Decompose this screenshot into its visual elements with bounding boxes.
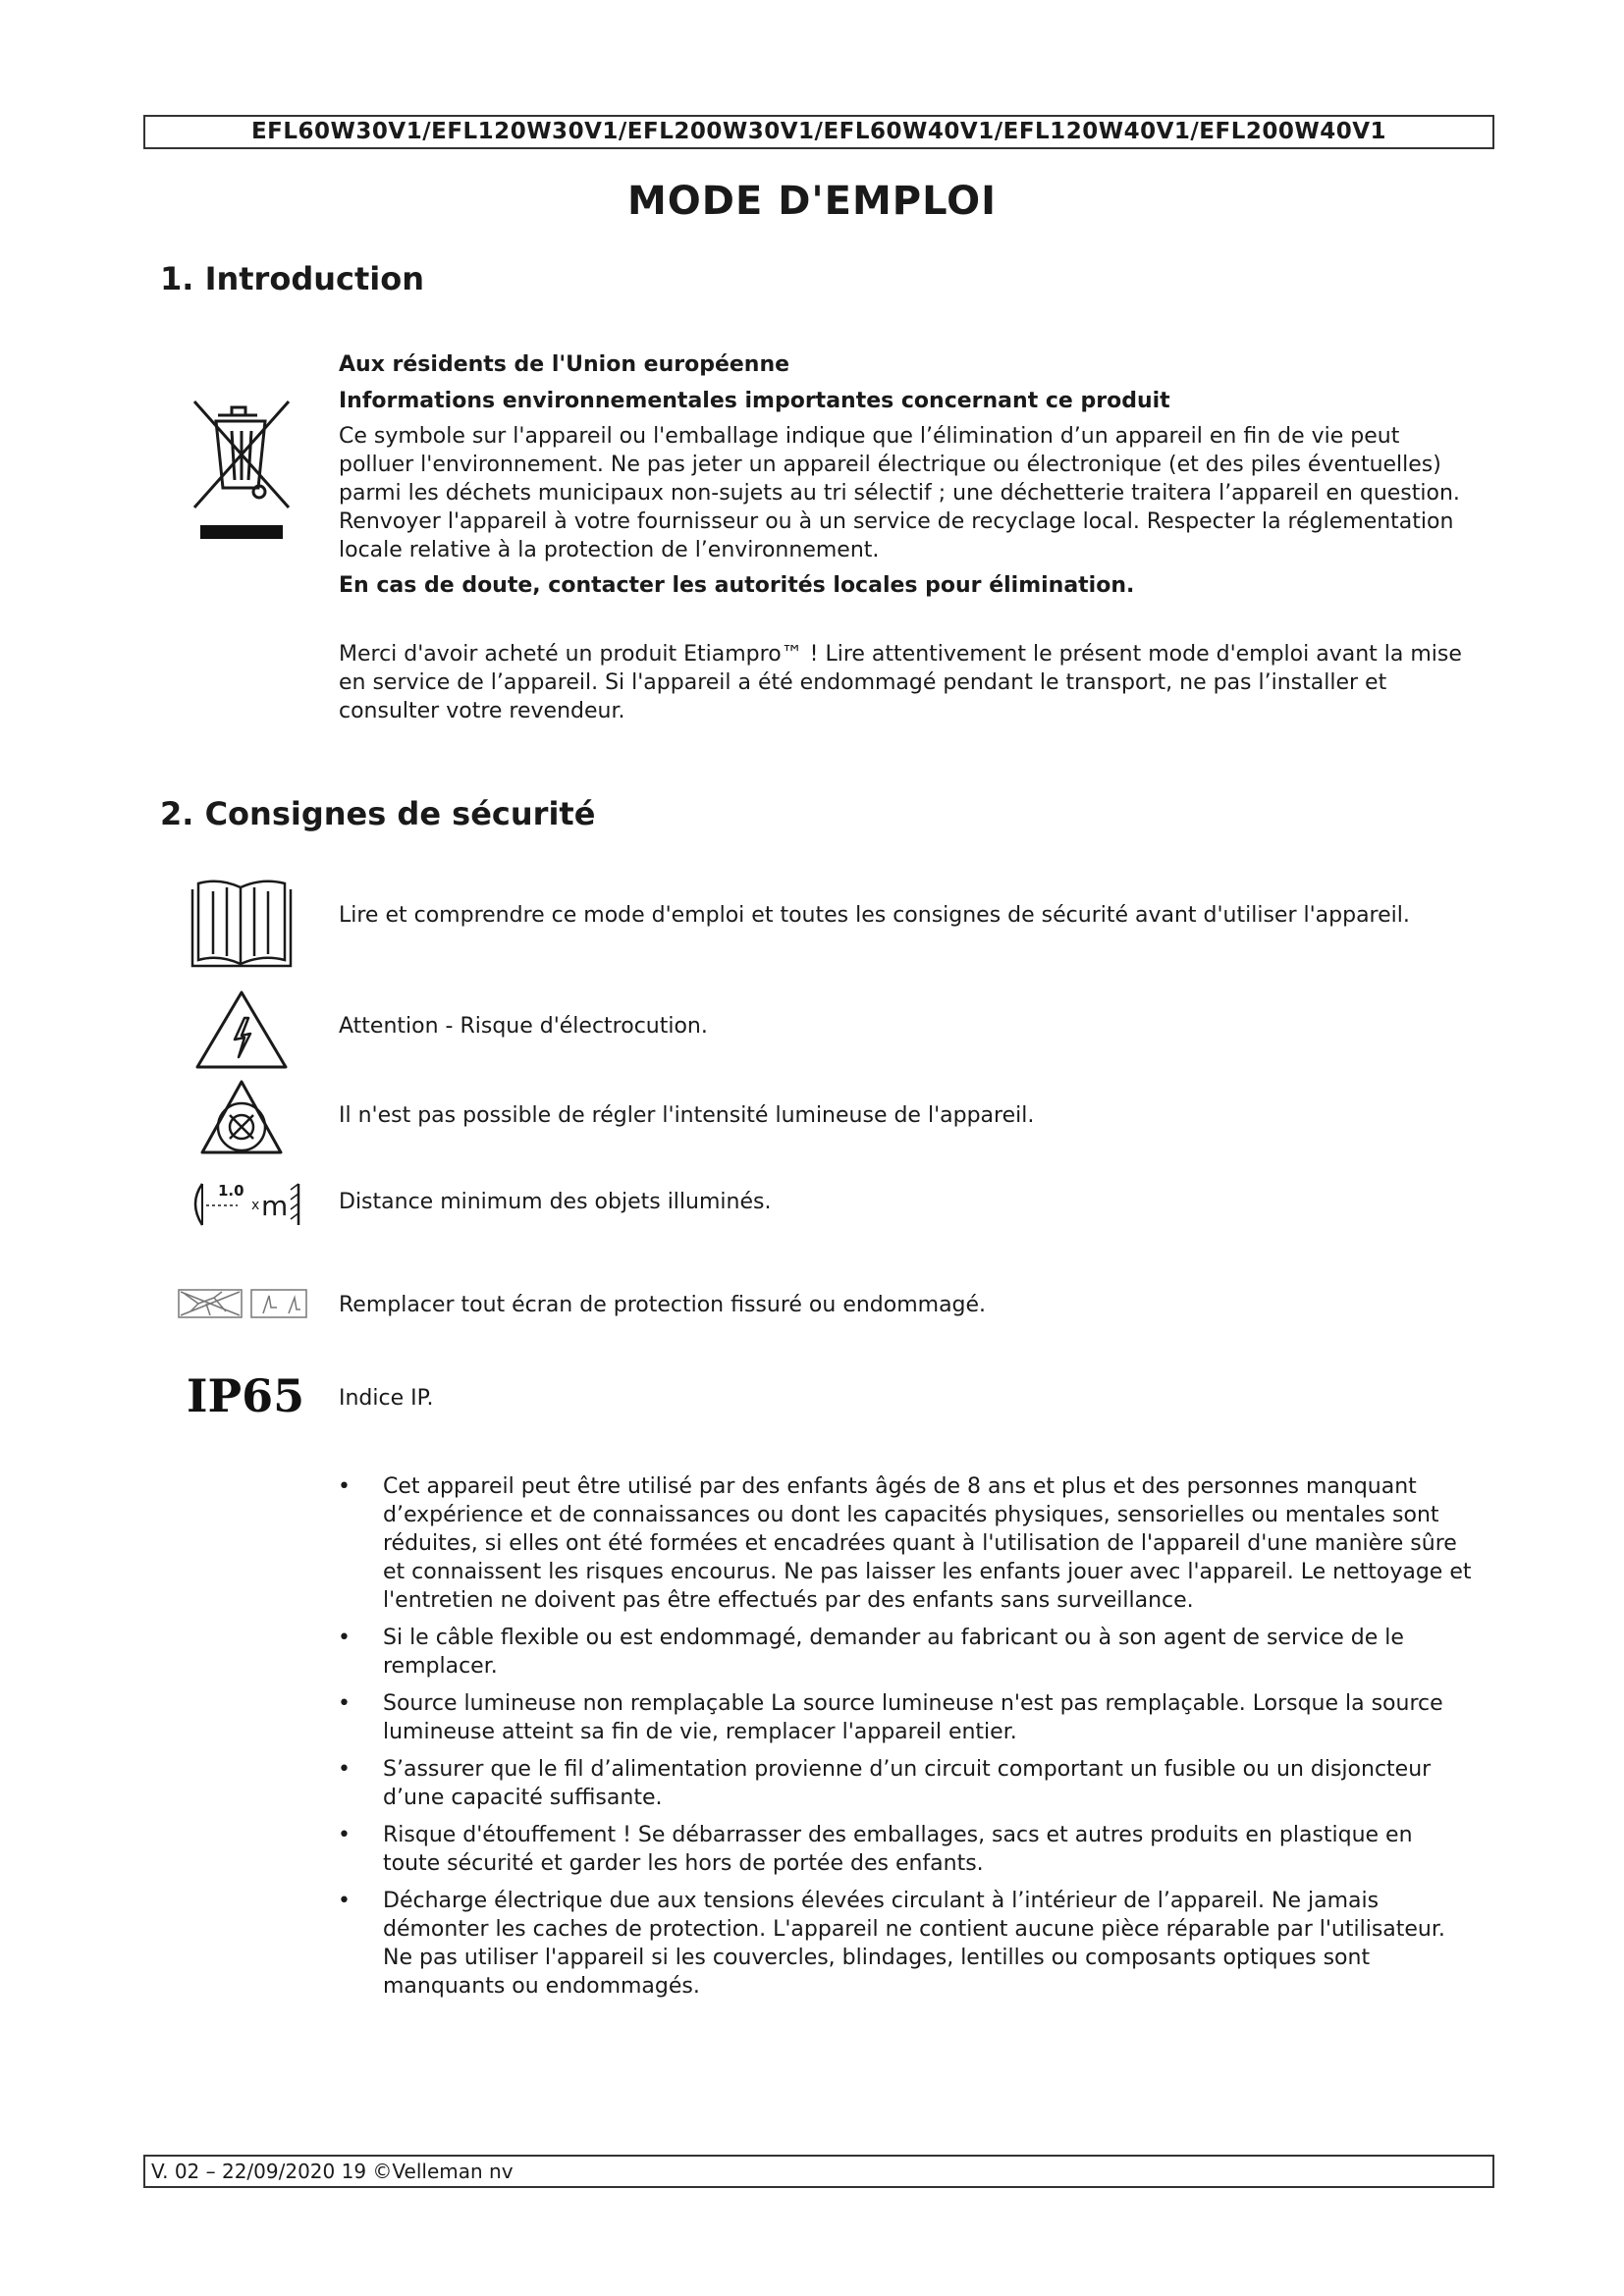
list-item: • Risque d'étouffement ! Se débarrasser des emballages, sacs et autres produits en plastique en toute sécurité et garder les hors de portée des enfants. [334,1821,1473,1878]
shock-text: Attention - Risque d'électrocution. [339,1014,708,1039]
environment-text: Ce symbole sur l'appareil ou l'emballage indique que l’élimination d’un appareil en fin de vie peut polluer l'environnement. Ne pas jeter un appareil électrique ou électronique (et des piles éventuelles) parmi les déchets municipaux non-sujets au tri sélectif ; une déchetterie traitera l’appareil en question. Renvoyer l'appareil à votre fournisseur ou à un service de recyclage local. Respecter la réglementation locale relative à la protection de l’environnement. [339,424,1460,562]
list-item: • Décharge électrique due aux tensions élevées circulant à l’intérieur de l’appareil. Ne jamais démonter les caches de protection. L'appareil ne contient aucune pièce réparable par l'utilisateur. Ne pas utiliser l'appareil si les couvercles, blindages, lentilles ou composants optiques sont manquants ou endommagés. [334,1887,1473,2001]
page-header [143,115,1494,149]
thanks-text: Merci d'avoir acheté un produit Etiampro™ ! Lire attentivement le présent mode d'emploi avant la mise en service de l’appareil. Si l'appareil a été endommagé pendant le transport, ne pas l’installer et consulter votre revendeur. [339,642,1462,723]
minimum-distance-icon [189,1180,304,1229]
distance-text: Distance minimum des objets illuminés. [339,1190,772,1214]
footer-text: V. 02 – 22/09/2020 19 ©Velleman nv [151,2160,514,2183]
eu-residents-title: Aux résidents de l'Union européenne [339,352,790,377]
manual-text: Lire et comprendre ce mode d'emploi et toutes les consignes de sécurité avant d'utiliser l'appareil. [339,903,1410,928]
distance-value: 1.0 [218,1182,244,1200]
list-item: • Cet appareil peut être utilisé par des enfants âgés de 8 ans et plus et des personnes manquant d’expérience et de connaissances ou dont les capacités physiques, sensorielles ou mentales sont réduites, si elles ont été formées et encadrées quant à l'utilisation de l'appareil d'une manière sûre et connaissent les risques encourus. Ne pas laisser les enfants jouer avec l'appareil. Le nettoyage et l'entretien ne doivent pas être effectués par des enfants sans surveillance. [334,1472,1473,1615]
page-footer [143,2155,1494,2188]
page-title: MODE D'EMPLOI [626,179,998,224]
list-item: • Source lumineuse non remplaçable La source lumineuse n'est pas remplaçable. Lorsque la source lumineuse atteint sa fin de vie, remplacer l'appareil entier. [334,1689,1473,1746]
screen-text: Remplacer tout écran de protection fissuré ou endommagé. [339,1293,987,1317]
distance-multiplier: x [251,1198,260,1213]
weee-bin-icon [187,398,295,545]
distance-unit: m [261,1190,289,1222]
ip65-label: IP65 [187,1369,305,1422]
manual-book-icon [189,878,294,970]
electric-shock-warning-icon [193,988,290,1071]
no-dimmer-icon [196,1076,287,1160]
doubt-text: En cas de doute, contacter les autorités locales pour élimination. [339,573,1135,598]
safety-bullet-list [334,1472,1473,2009]
ip-text: Indice IP. [339,1386,434,1411]
list-item: • Si le câble flexible ou est endommagé, demander au fabricant ou à son agent de service de le remplacer. [334,1624,1473,1681]
cracked-screen-icon [177,1286,310,1321]
dimmer-text: Il n'est pas possible de régler l'intensité lumineuse de l'appareil. [339,1103,1035,1128]
safety-heading: 2. Consignes de sécurité [160,795,596,832]
intro-heading: 1. Introduction [160,260,424,297]
list-item: • S’assurer que le fil d’alimentation provienne d’un circuit comportant un fusible ou un disjoncteur d’une capacité suffisante. [334,1755,1473,1812]
environment-title: Informations environnementales importantes concernant ce produit [339,389,1170,413]
header-models: EFL60W30V1/EFL120W30V1/EFL200W30V1/EFL60W40V1/EFL120W40V1/EFL200W40V1 [250,119,1387,144]
